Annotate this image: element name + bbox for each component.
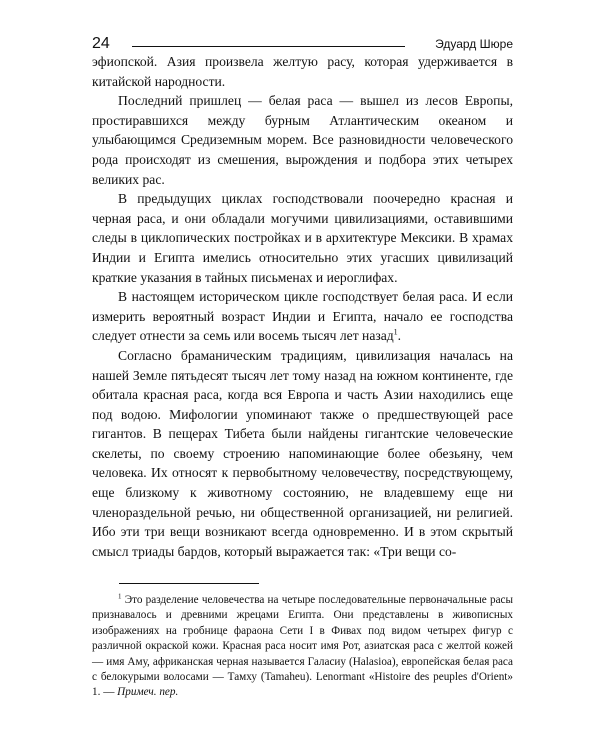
- body-text: [92, 52, 513, 561]
- paragraph: эфиопской. Азия произвела желтую расу, которая удерживается в китайской народности.: [92, 54, 513, 89]
- running-head-author: Эдуард Шюре: [435, 37, 513, 51]
- paragraph-with-footnote: В настоящем историческом цикле господствует белая раса. И если измерить вероятный возраст Индии и Египта, начало ее господства следует отнести за семь или восемь тысяч лет назад$^1$.: [92, 289, 513, 344]
- header-rule: [132, 46, 405, 47]
- footnote-marker: 1: [118, 592, 122, 601]
- paragraph: В предыдущих циклах господствовали поочередно красная и черная раса, и они обладали могучими цивилизациями, оставившими следы в циклопических постройках и в архитектуре Мексики. В храмах Индии и Египта имелись относительно этих угасших цивилизаций краткие указания в тайных письменах и иероглифах.: [92, 191, 513, 285]
- footnote-reference: 1: [393, 327, 398, 337]
- paragraph-text: В настоящем историческом цикле господствует белая раса. И если измерить вероятный возраст Индии и Египта, начало ее господства следует отнести за семь или восемь тысяч лет назад: [92, 289, 513, 344]
- page-number: 24: [92, 35, 110, 52]
- footnote-text: Это разделение человечества на четыре последовательные первоначальные расы признавалось и древними жрецами Египта. Они представлены в живописных изображениях на гробнице фараона Сети I в Фивах под видом четырех фигур с различной окраской кожи. Красная раса носит имя Рот, азиатская раса с желтой кожей — имя Аму, африканская черная называется Галасиу (Halasioa), европейская белая раса с белокурыми волосами — Тамху (Tamaheu). Lenormant «Histoire des peuples d'Orient» 1. —: [92, 594, 514, 699]
- paragraph: Последний пришлец — белая раса — вышел из лесов Европы, простиравшихся между бурным Атлантическим океаном и улыбающимся Средиземным морем. Все разновидности человеческого рода происходят из смешения, вырождения и подбора этих четырех великих рас.: [92, 93, 513, 187]
- paragraph: Согласно браманическим традициям, цивилизация началась на нашей Земле пятьдесят тысяч лет тому назад на южном континенте, где обитала красная раса, когда вся Европа и часть Азии находились еще под водою. Мифологии упоминают также о предшествующей расе гигантов. В пещерах Тибета были найдены гигантские человеческие скелеты, по своему строению напоминающие более обезьяну, чем человека. Их относят к первобытному человечеству, посредствующему, еще близкому к животному состоянию, не владевшему еще ни членораздельной речью, ни общественной организацией, ни религией. Ибо эти три вещи возникают всегда одновременно. И в этом скрытый смысл триады бардов, который выражается так: «Три вещи со-: [92, 347, 513, 559]
- footnote: [92, 593, 513, 701]
- translator-note: Примеч. пер.: [117, 686, 179, 699]
- footnote-separator: [119, 583, 259, 584]
